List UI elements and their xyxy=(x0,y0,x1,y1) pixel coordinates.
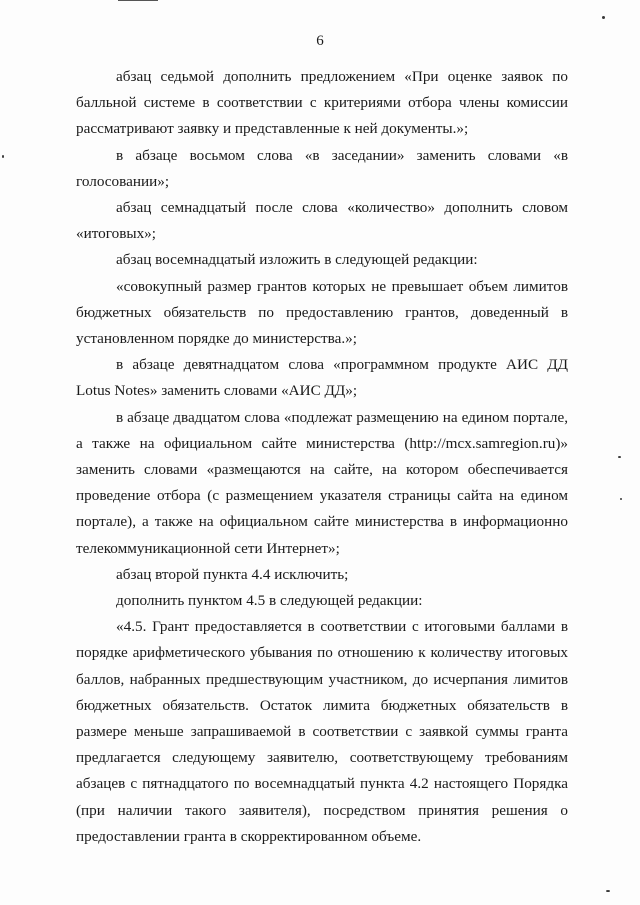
scan-speck xyxy=(618,456,621,458)
paragraph: в абзаце восьмом слова «в заседании» заменить словами «в голосовании»; xyxy=(76,146,568,190)
paragraph: абзац второй пункта 4.4 исключить; xyxy=(116,565,349,583)
paragraph: в абзаце двадцатом слова «подлежат размещению на едином портале, а также на официальном сайте министерства (http://mcx.samregion.ru)» заменить словами «размещаются на сайте, на котором обеспечивается проведение отбора (с размещением указателя страницы сайта на едином портале), а также на официальном сайте министерства в информационно телекоммуникационной сети Интернет»; xyxy=(76,408,568,557)
paragraph: дополнить пунктом 4.5 в следующей редакции: xyxy=(116,592,423,610)
document-body xyxy=(76,64,568,850)
paragraph: «4.5. Грант предоставляется в соответствии с итоговыми баллами в порядке арифметического убывания по отношению к количеству итоговых баллов, набранных предшествующим участником, до исчерпания лимитов бюджетных обязательств. Остаток лимита бюджетных обязательств в размере меньше запрашиваемой в соответствии с заявкой суммы гранта предлагается следующему заявителю, соответствующему требованиям абзацев с пятнадцатого по восемнадцатый пункта 4.2 настоящего Порядка (при наличии такого заявителя), посредством принятия решения о предоставлении гранта в скорректированном объеме. xyxy=(76,618,568,845)
scan-speck xyxy=(602,16,605,19)
scan-speck xyxy=(606,890,610,892)
top-edge-line xyxy=(118,0,158,1)
page-number: 6 xyxy=(316,33,324,49)
paragraph: в абзаце девятнадцатом слова «программном продукте АИС ДД Lotus Notes» заменить словами «АИС ДД»; xyxy=(76,356,568,400)
paragraph: абзац седьмой дополнить предложением «При оценке заявок по балльной системе в соответствии с критериями отбора члены комиссии рассматривают заявку и представленные к ней документы.»; xyxy=(76,68,568,138)
paragraph: «совокупный размер грантов которых не превышает объем лимитов бюджетных обязательств по предоставлению грантов, доведенный в установленном порядке до министерства.»; xyxy=(76,277,568,348)
paragraph: абзац семнадцатый после слова «количество» дополнить словом «итоговых»; xyxy=(76,199,568,243)
scan-speck xyxy=(2,155,4,158)
scan-speck xyxy=(620,498,622,500)
paragraph: абзац восемнадцатый изложить в следующей редакции: xyxy=(116,251,478,269)
